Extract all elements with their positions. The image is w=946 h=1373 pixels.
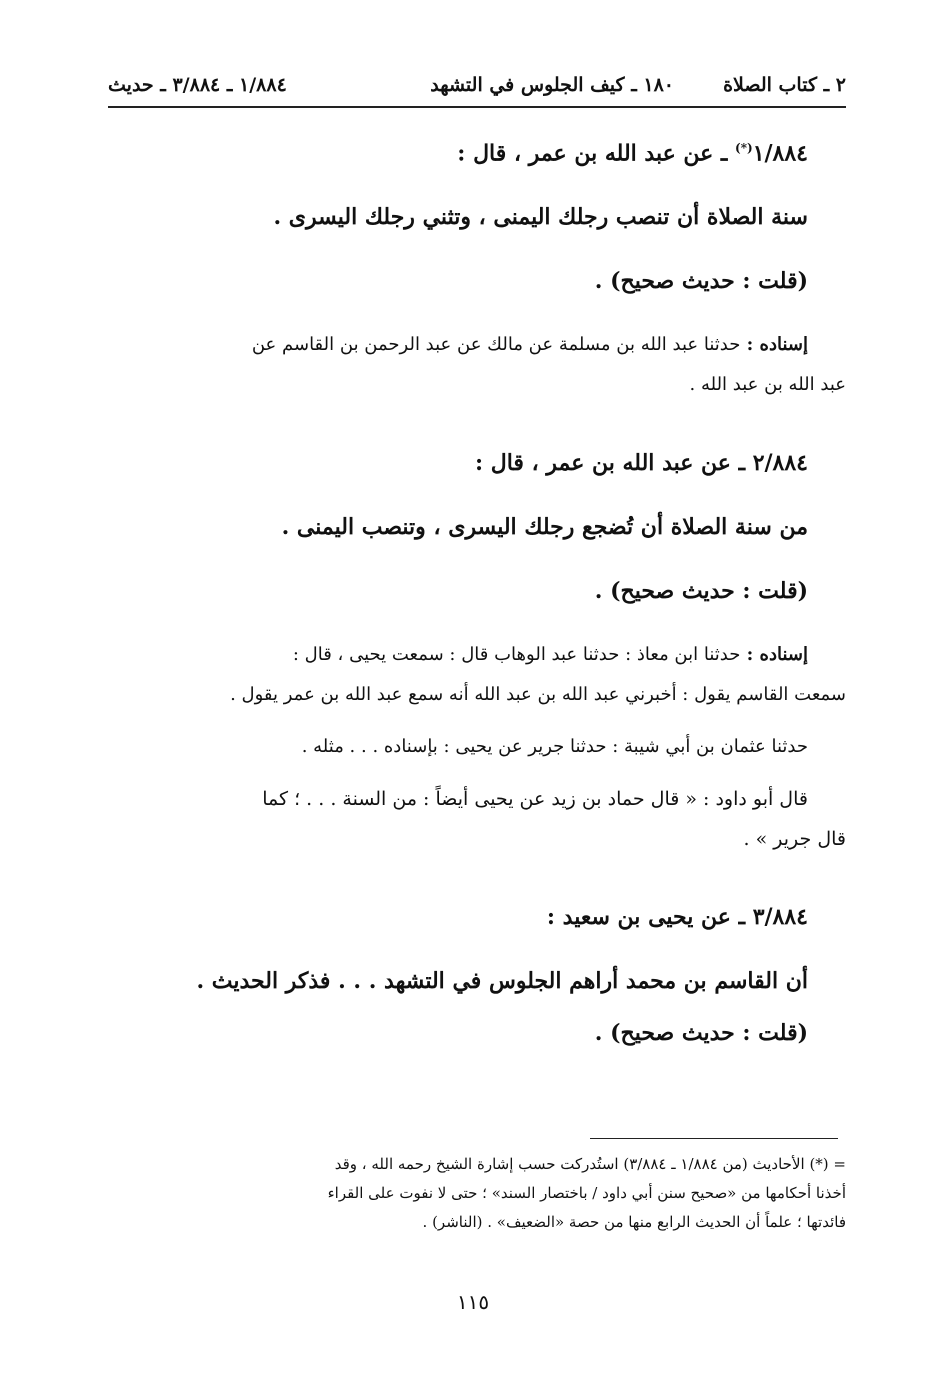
running-header xyxy=(108,66,846,108)
footnote-separator xyxy=(590,1138,838,1139)
footnote-marker: (*) xyxy=(735,141,753,155)
footnote-line1: = (*) الأحاديث (من ١/٨٨٤ ـ ٣/٨٨٤) استُدركت حسب إشارة الشيخ رحمه الله ، وقد xyxy=(334,1155,846,1173)
hadith-3-text: أن القاسم بن محمد أراهم الجلوس في التشهد . . . فذكر الحديث . xyxy=(196,968,808,995)
abu-dawud-note-line1: قال أبو داود : « قال حماد بن زيد عن يحيى أيضاً : من السنة . . . ؛ كما xyxy=(262,788,808,811)
main-text xyxy=(108,128,846,1053)
hadith-2-isnad-line1: حدثنا ابن معاذ : حدثنا عبد الوهاب قال : سمعت يحيى ، قال : xyxy=(292,644,741,666)
hadith-1-isnad xyxy=(108,325,846,405)
hadith-2-isnad xyxy=(108,635,846,859)
hadith-1-number: ١/٨٨٤ xyxy=(752,140,808,167)
hadith-3-heading: ٣/٨٨٤ ـ عن يحيى بن سعيد : xyxy=(546,904,808,931)
hadith-1-heading xyxy=(108,128,846,173)
hadith-1-intro: ـ عن عبد الله بن عمر ، قال : xyxy=(457,140,736,167)
header-chapter-title: ١٨٠ ـ كيف الجلوس في التشهد xyxy=(430,74,674,96)
hadith-1-isnad-line1: حدثنا عبد الله بن مسلمة عن مالك عن عبد الرحمن بن القاسم عن xyxy=(251,334,741,356)
hadith-2-heading: ٢/٨٨٤ ـ عن عبد الله بن عمر ، قال : xyxy=(474,450,808,477)
header-hadith-range: ١/٨٨٤ ـ ٣/٨٨٤ ـ حديث xyxy=(108,74,287,96)
page-number: ١١٥ xyxy=(456,1290,490,1314)
abu-dawud-note-line2: قال جرير » . xyxy=(743,828,846,851)
hadith-1-isnad-line2: عبد الله بن عبد الله . xyxy=(689,374,846,396)
isnad-label: إسناده : xyxy=(740,644,808,666)
hadith-2-isnad-line2: سمعت القاسم يقول : أخبرني عبد الله بن عبد الله أنه سمع عبد الله بن عمر يقول . xyxy=(230,684,846,706)
isnad-label: إسناده : xyxy=(740,334,808,356)
footnote-line2: أخذنا أحكامها من «صحيح سنن أبي داود / باختصار السند» ؛ حتى لا نفوت على القراء xyxy=(327,1184,846,1202)
footnote xyxy=(108,1150,846,1237)
hadith-3-grade: (قلت : حديث صحيح) . xyxy=(594,1020,808,1047)
footnote-line3: فائدتها ؛ علماً أن الحديث الرابع منها من حصة «الضعيف» . (الناشر) . xyxy=(422,1213,846,1231)
hadith-2-grade: (قلت : حديث صحيح) . xyxy=(594,578,808,605)
hadith-2-text: من سنة الصلاة أن تُضجع رجلك اليسرى ، وتنصب اليمنى . xyxy=(281,514,808,541)
hadith-2-extra-chain: حدثنا عثمان بن أبي شيبة : حدثنا جرير عن يحيى : بإسناده . . . مثله . xyxy=(301,736,808,758)
hadith-1-grade: (قلت : حديث صحيح) . xyxy=(594,268,808,295)
hadith-1-text: سنة الصلاة أن تنصب رجلك اليمنى ، وتثني رجلك اليسرى . xyxy=(273,204,808,231)
header-book-title: ٢ ـ كتاب الصلاة xyxy=(723,74,846,96)
